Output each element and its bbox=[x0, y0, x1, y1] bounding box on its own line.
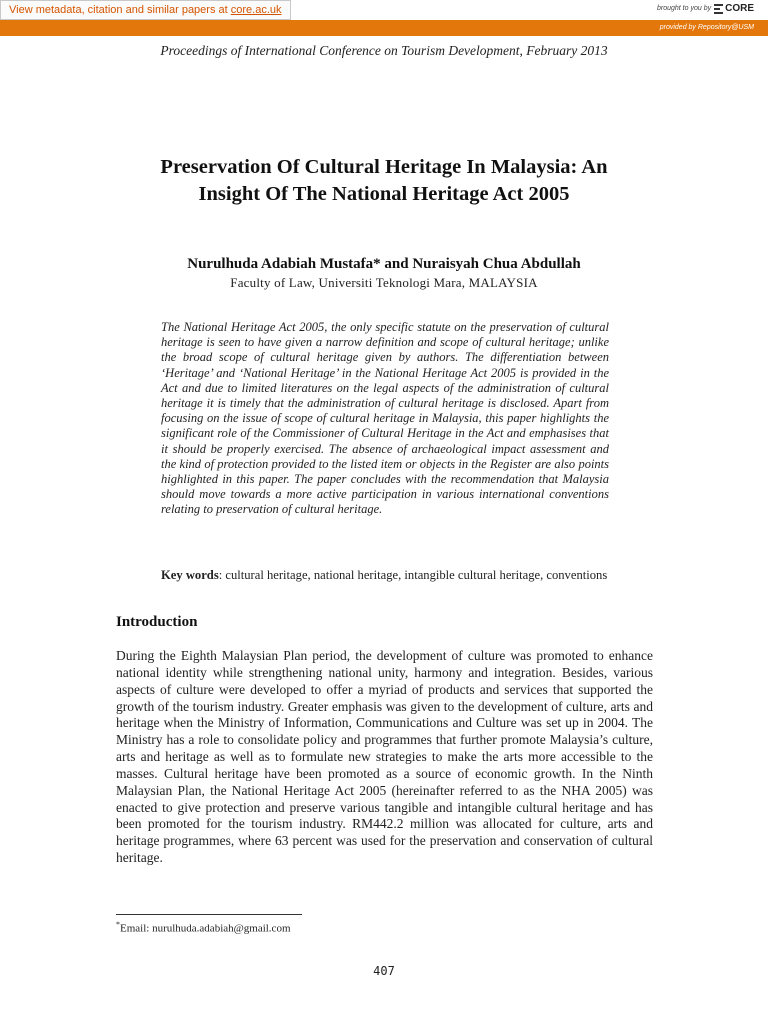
core-ac-uk-link[interactable]: core.ac.uk bbox=[230, 4, 282, 16]
footnote-email: Email: nurulhuda.adabiah@gmail.com bbox=[120, 922, 291, 935]
proceedings-header: Proceedings of International Conference on Tourism Development, February 2013 bbox=[160, 43, 608, 58]
keywords-text: : cultural heritage, national heritage, intangible cultural heritage, conventions bbox=[218, 568, 608, 582]
introduction-paragraph: During the Eighth Malaysian Plan period, the development of culture was promoted to enhance national identity while strengthening national unity, harmony and integration. Besides, various aspects of culture were developed to offer a myriad of products and services that supported the growth of the tourism industry. Greater emphasis was given to the development of culture, arts and heritage when the Ministry of Information, Communications and Culture was set up in 2004. The Ministry has a role to consolidate policy and programmes that further promote Malaysia’s culture, arts and heritage as well as to formulate new strategies to make the arts more accessible to the masses. Cultural heritage have been promoted as a source of economic growth. In the Ninth Malaysian Plan, the National Heritage Act 2005 (hereinafter referred to as the NHA 2005) was enacted to give protection and preserve various tangible and intangible cultural heritage and has been promoted for the tourism industry. RM442.2 million was allocated for culture, arts and heritage programmes, where 63 percent was used for the preservation and conservation of cultural heritage. bbox=[116, 648, 653, 866]
core-logo-text: CORE bbox=[725, 3, 754, 14]
core-logo[interactable] bbox=[714, 2, 754, 16]
affiliation: Faculty of Law, Universiti Teknologi Mara, MALAYSIA bbox=[230, 275, 538, 290]
page-number: 407 bbox=[373, 964, 395, 978]
paper-title-line-2: Insight Of The National Heritage Act 2005 bbox=[198, 183, 570, 205]
banner-top-bar bbox=[0, 0, 768, 21]
authors: Nurulhuda Adabiah Mustafa* and Nuraisyah Chua Abdullah bbox=[187, 256, 581, 272]
footnote bbox=[116, 920, 291, 935]
footnote-divider bbox=[116, 914, 302, 915]
paper-title bbox=[100, 154, 668, 208]
abstract: The National Heritage Act 2005, the only specific statute on the preservation of cultural heritage is seen to have given a narrow definition and scope of cultural heritage; unlike the broad scope of cultural heritage given by authors. The differentiation between ‘Heritage’ and ‘National Heritage’ in the National Heritage Act 2005 is provided in the Act and due to limited literatures on the legal aspects of the administration of cultural heritage it is timely that the administration of cultural heritage is disclosed. Apart from focusing on the issue of scope of cultural heritage in Malaysia, this paper highlights the significant role of the Commissioner of Cultural Heritage in the Act and emphasises that it should be properly exercised. The absence of archaeological impact assessment and the kind of protection provided to the listed item or objects in the Register are also points highlighted in this paper. The paper concludes with the recommendation that Malaysia should move towards a more active participation in various international conventions relating to preservation of cultural heritage. bbox=[161, 320, 609, 517]
core-banner bbox=[0, 0, 768, 36]
keywords bbox=[161, 568, 611, 584]
core-logo-icon bbox=[714, 4, 723, 15]
section-heading-introduction: Introduction bbox=[116, 614, 198, 630]
footnote-marker: * bbox=[116, 920, 120, 929]
brought-to-you-by bbox=[657, 2, 754, 16]
brought-text: brought to you by bbox=[657, 5, 712, 12]
paper-title-line-1: Preservation Of Cultural Heritage In Malaysia: An bbox=[160, 156, 608, 178]
keywords-label: Key words bbox=[161, 568, 219, 582]
metadata-text: View metadata, citation and similar papers at bbox=[9, 4, 231, 16]
provided-by-text[interactable]: provided by Repository@USM bbox=[659, 24, 754, 31]
banner-orange-bar bbox=[0, 20, 768, 36]
metadata-link-box[interactable] bbox=[0, 0, 291, 20]
